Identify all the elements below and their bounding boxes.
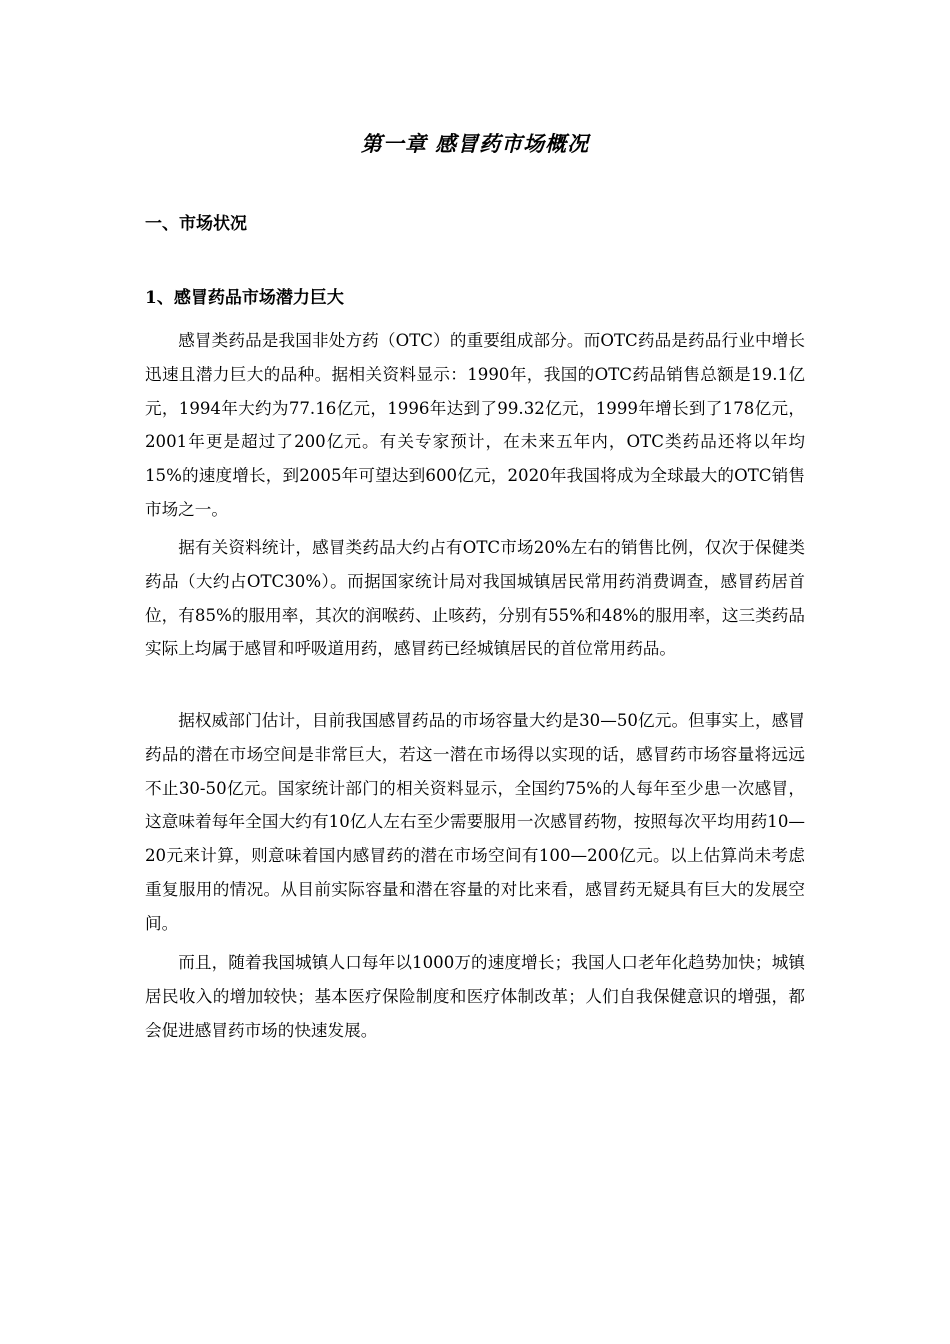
chapter-title: 第一章 感冒药市场概况 <box>360 131 590 156</box>
paragraph-market-capacity: 据权威部门估计，目前我国感冒药品的市场容量大约是30—50亿元。但事实上，感冒药品的潜在市场空间是非常巨大，若这一潜在市场得以实现的话，感冒药市场容量将远远不止30-50亿元。国家统计部门的相关资料显示，全国约75%的人每年至少患一次感冒，这意味着每年全国大约有10亿人左右至少需要服用一次感冒药物，按照每次平均用药10—20元来计算，则意味着国内感冒药的潜在市场空间有100—200亿元。以上估算尚未考虑重复服用的情况。从目前实际容量和潜在容量的对比来看，感冒药无疑具有巨大的发展空间。 <box>145 711 805 933</box>
document-body <box>145 128 805 1040</box>
subsection-heading: 1、感冒药品市场潜力巨大 <box>145 288 344 308</box>
paragraph-market-share: 据有关资料统计，感冒类药品大约占有OTC市场20%左右的销售比例，仅次于保健类药品（大约占OTC30%）。而据国家统计局对我国城镇居民常用药消费调查，感冒药居首位，有85%的服用率，其次的润喉药、止咳药，分别有55%和48%的服用率，这三类药品实际上均属于感冒和呼吸道用药，感冒药已经城镇居民的首位常用药品。 <box>145 538 805 659</box>
section-heading: 一、市场状况 <box>145 214 247 234</box>
paragraph-growth-factors: 而且，随着我国城镇人口每年以1000万的速度增长；我国人口老年化趋势加快；城镇居民收入的增加较快；基本医疗保险制度和医疗体制改革；人们自我保健意识的增强，都会促进感冒药市场的快速发展。 <box>145 953 805 1040</box>
paragraph-otc-growth: 感冒类药品是我国非处方药（OTC）的重要组成部分。而OTC药品是药品行业中增长迅速且潜力巨大的品种。据相关资料显示：1990年，我国的OTC药品销售总额是19.1亿元，1994年大约为77.16亿元，1996年达到了99.32亿元，1999年增长到了178亿元，2001年更是超过了200亿元。有关专家预计，在未来五年内，OTC类药品还将以年均15%的速度增长，到2005年可望达到600亿元，2020年我国将成为全球最大的OTC销售市场之一。 <box>145 331 805 519</box>
